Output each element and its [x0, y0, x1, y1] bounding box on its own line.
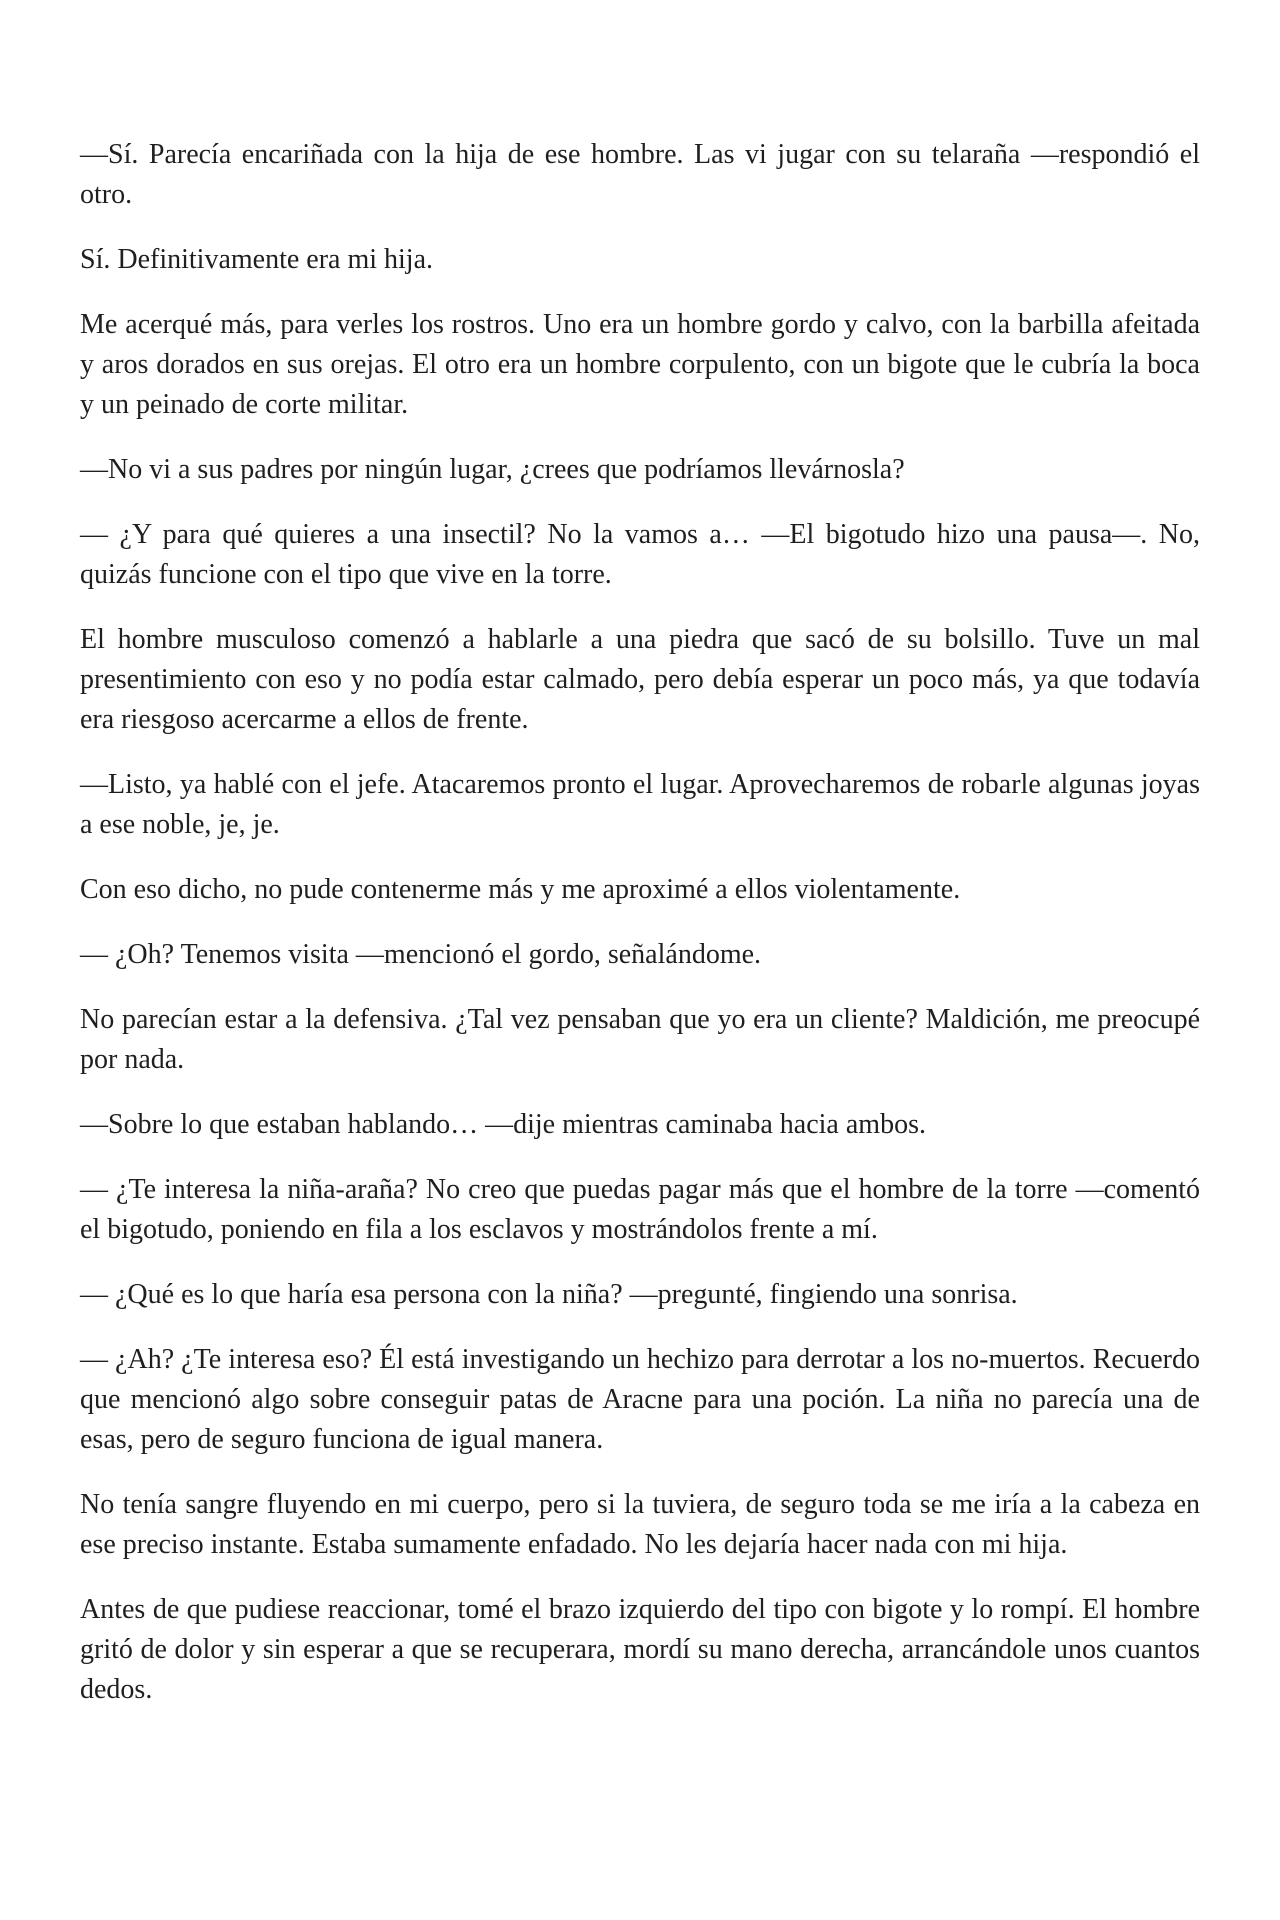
paragraph: El hombre musculoso comenzó a hablarle a una piedra que sacó de su bolsillo. Tuve un mal presentimiento con eso y no podía estar calmado, pero debía esperar un poco más, ya que todavía era riesgoso acercarme a ellos de frente.	[80, 624, 1200, 735]
document-page	[80, 135, 1200, 1735]
paragraph: No tenía sangre fluyendo en mi cuerpo, pero si la tuviera, de seguro toda se me iría a la cabeza en ese preciso instante. Estaba sumamente enfadado. No les dejaría hacer nada con mi hija.	[80, 1489, 1200, 1560]
paragraph: — ¿Y para qué quieres a una insectil? No la vamos a… —El bigotudo hizo una pausa—. No, quizás funcione con el tipo que vive en la torre.	[80, 519, 1200, 590]
paragraph: —No vi a sus padres por ningún lugar, ¿crees que podríamos llevárnosla?	[80, 454, 905, 485]
paragraph: —Sobre lo que estaban hablando… —dije mientras caminaba hacia ambos.	[80, 1109, 926, 1140]
paragraph: —Listo, ya hablé con el jefe. Atacaremos pronto el lugar. Aprovecharemos de robarle algunas joyas a ese noble, je, je.	[80, 769, 1200, 840]
paragraph: No parecían estar a la defensiva. ¿Tal vez pensaban que yo era un cliente? Maldición, me preocupé por nada.	[80, 1004, 1200, 1075]
paragraph: — ¿Ah? ¿Te interesa eso? Él está investigando un hechizo para derrotar a los no-muertos. Recuerdo que mencionó algo sobre conseguir patas de Aracne para una poción. La niña no parecía una de esas, pero de seguro funciona de igual manera.	[80, 1344, 1200, 1455]
paragraph: — ¿Oh? Tenemos visita —mencionó el gordo, señalándome.	[80, 939, 762, 970]
paragraph: — ¿Te interesa la niña-araña? No creo que puedas pagar más que el hombre de la torre —comentó el bigotudo, poniendo en fila a los esclavos y mostrándolos frente a mí.	[80, 1174, 1200, 1245]
paragraph: Con eso dicho, no pude contenerme más y me aproximé a ellos violentamente.	[80, 874, 961, 905]
paragraph: Sí. Definitivamente era mi hija.	[80, 244, 434, 275]
paragraph: — ¿Qué es lo que haría esa persona con la niña? —pregunté, fingiendo una sonrisa.	[80, 1279, 1018, 1310]
paragraph: Me acerqué más, para verles los rostros. Uno era un hombre gordo y calvo, con la barbilla afeitada y aros dorados en sus orejas. El otro era un hombre corpulento, con un bigote que le cubría la boca y un peinado de corte militar.	[80, 309, 1200, 420]
paragraph: Antes de que pudiese reaccionar, tomé el brazo izquierdo del tipo con bigote y lo rompí. El hombre gritó de dolor y sin esperar a que se recuperara, mordí su mano derecha, arrancándole unos cuantos dedos.	[80, 1594, 1200, 1705]
paragraph: —Sí. Parecía encariñada con la hija de ese hombre. Las vi jugar con su telaraña —respondió el otro.	[80, 139, 1200, 210]
